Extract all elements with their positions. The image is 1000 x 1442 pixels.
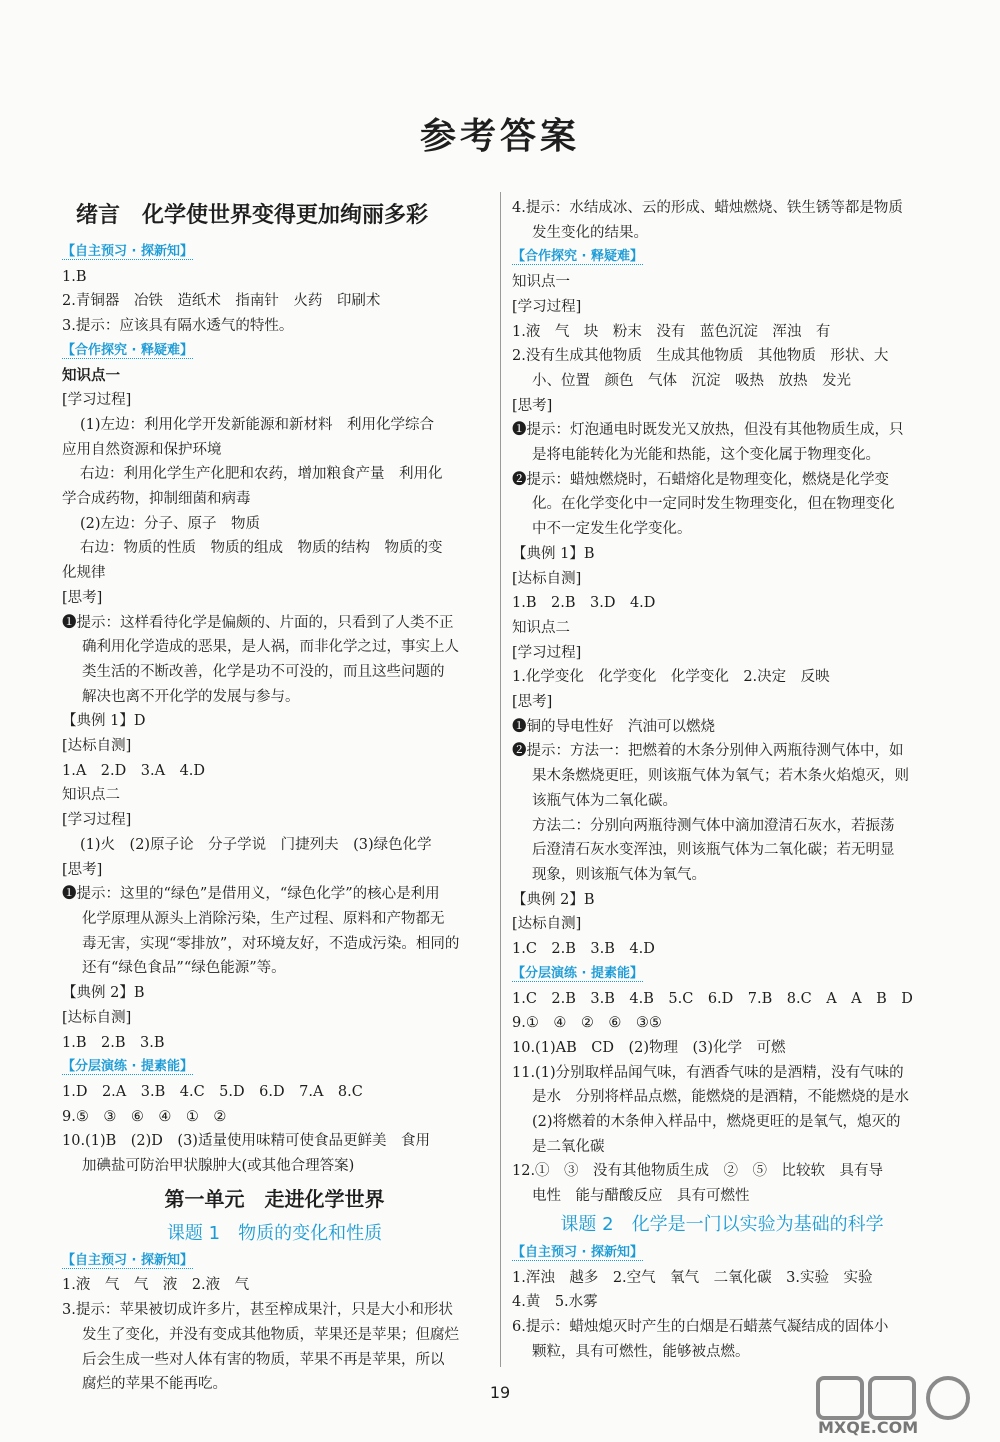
text-line: 2.没有生成其他物质 生成其他物质 其他物质 形状、大 <box>512 348 889 365</box>
text-line: 发生变化的结果。 <box>532 224 648 241</box>
text-line: 右边：物质的性质 物质的组成 物质的结构 物质的变 <box>80 540 443 557</box>
section-label <box>512 962 932 987</box>
unit-heading: 第一单元 走进化学世界 <box>164 1186 385 1211</box>
text-line: 后会生成一些对人体有害的物质，苹果不再是苹果，所以 <box>82 1351 445 1368</box>
text-line: ❷提示：蜡烛燃烧时，石蜡熔化是物理变化，燃烧是化学变 <box>512 471 889 488</box>
text-line: ❶提示：灯泡通电时既发光又放热，但没有其他物质生成，只 <box>512 422 904 439</box>
text-line: [思考] <box>62 861 103 878</box>
section-label-text: 【自主预习 · 探新知】 <box>512 1244 643 1260</box>
text-line: 3.提示：应该具有隔水透气的特性。 <box>62 318 294 335</box>
lesson-heading: 课题 2 化学是一门以实验为基础的科学 <box>560 1213 884 1235</box>
section-label <box>62 339 487 364</box>
text-line: 11.(1)分别取样品闻气味，有酒香气味的是酒精，没有气味的 <box>512 1064 904 1081</box>
text-line: 【典例 2】B <box>62 985 145 1002</box>
text-line: 知识点二 <box>62 787 120 804</box>
text-line: 右边：利用化学生产化肥和农药，增加粮食产量 利用化 <box>80 466 443 483</box>
text-line: 学合成药物，抑制细菌和病毒 <box>62 491 251 508</box>
text-line: 方法二：分别向两瓶待测气体中滴加澄清石灰水，若振荡 <box>532 817 895 834</box>
text-line: [学习过程] <box>512 644 582 661</box>
text-line: 果木条燃烧更旺，则该瓶气体为氧气；若木条火焰熄灭，则 <box>532 768 909 785</box>
text-line: 1.液 气 气 液 2.液 气 <box>62 1277 250 1294</box>
text-line: 小、位置 颜色 气体 沉淀 吸热 放热 发光 <box>532 372 851 389</box>
text-line: (2)将燃着的木条伸入样品中，燃烧更旺的是氧气，熄灭的 <box>532 1114 901 1131</box>
section-heading: 绪言 化学使世界变得更加绚丽多彩 <box>76 203 429 228</box>
page-number: 19 <box>489 1383 511 1402</box>
text-line: 1.C 2.B 3.B 4.D <box>512 941 655 958</box>
text-line: 1.D 2.A 3.B 4.C 5.D 6.D 7.A 8.C <box>62 1083 363 1100</box>
text-line: 1.B <box>62 268 87 285</box>
right-column <box>512 196 932 1364</box>
text-line: 是二氧化碳 <box>532 1138 605 1155</box>
text-line: 1.A 2.D 3.A 4.D <box>62 762 206 779</box>
text-line: 加碘盐可防治甲状腺肿大(或其他合理答案) <box>82 1158 355 1175</box>
text-line: 【典例 1】B <box>512 545 595 562</box>
text-line: 解决也离不开化学的发展与参与。 <box>82 688 300 705</box>
column-divider <box>500 192 501 1367</box>
text-line: 毒无害，实现“零排放”，对环境友好，不造成污染。相同的 <box>82 935 460 952</box>
lesson-heading: 课题 1 物质的变化和性质 <box>166 1222 383 1244</box>
text-line: 4.黄 5.水雾 <box>512 1294 598 1311</box>
text-line: 12.① ③ 没有其他物质生成 ② ⑤ 比较软 具有导 <box>512 1163 884 1180</box>
section-label-text: 【自主预习 · 探新知】 <box>62 244 193 259</box>
text-line: 知识点二 <box>512 619 570 636</box>
text-line: ❶提示：这样看待化学是偏颇的、片面的，只看到了人类不正 <box>62 614 454 631</box>
text-line: 腐烂的苹果不能再吃。 <box>82 1376 227 1393</box>
text-line: 知识点一 <box>512 274 570 291</box>
section-label <box>62 1249 487 1274</box>
text-line: [学习过程] <box>62 812 132 829</box>
text-line: 电性 能与醋酸反应 具有可燃性 <box>532 1188 750 1205</box>
text-line: ❷提示：方法一：把燃着的木条分别伸入两瓶待测气体中，如 <box>512 743 904 760</box>
text-line: 1.C 2.B 3.B 4.B 5.C 6.D 7.B 8.C A A B D <box>512 990 913 1007</box>
text-line: 1.浑浊 越多 2.空气 氧气 二氧化碳 3.实验 实验 <box>512 1269 873 1286</box>
text-line: 1.B 2.B 3.D 4.D <box>512 595 656 612</box>
text-line: 发生了变化，并没有变成其他物质，苹果还是苹果；但腐烂 <box>82 1326 459 1343</box>
section-label-text: 【合作探究 · 释疑难】 <box>512 249 643 265</box>
text-line: [思考] <box>512 694 553 711</box>
text-line: [达标自测] <box>512 570 582 587</box>
text-line: (1)火 (2)原子论 分子学说 门捷列夫 (3)绿色化学 <box>80 836 432 853</box>
text-line: 中不一定发生化学变化。 <box>532 521 692 538</box>
text-line: [学习过程] <box>512 298 582 315</box>
text-line: [达标自测] <box>62 1009 132 1026</box>
section-label-text: 【自主预习 · 探新知】 <box>62 1252 193 1268</box>
text-line: ❶铜的导电性好 汽油可以燃烧 <box>512 718 715 735</box>
section-label <box>62 240 487 265</box>
text-line: 化学原理从源头上消除污染，生产过程、原料和产物都无 <box>82 910 445 927</box>
text-line: 确利用化学造成的恶果，是人祸，而非化学之过，事实上人 <box>82 639 459 656</box>
section-label <box>512 245 932 270</box>
text-line: 颗粒，具有可燃性，能够被点燃。 <box>532 1343 750 1360</box>
text-line: 9.⑤ ③ ⑥ ④ ① ② <box>62 1108 227 1125</box>
text-line: 10.(1)B (2)D (3)适量使用味精可使食品更鲜美 食用 <box>62 1133 430 1150</box>
section-label-text: 【分层演练 · 提素能】 <box>512 965 643 981</box>
section-label <box>62 1055 487 1080</box>
text-line: (1)左边：利用化学开发新能源和新材料 利用化学综合 <box>80 416 435 433</box>
watermark-text: MXQE.COM <box>818 1418 919 1437</box>
text-line: [学习过程] <box>62 392 132 409</box>
text-line: [达标自测] <box>512 916 582 933</box>
text-line: 【典例 2】B <box>512 891 595 908</box>
section-label-text: 【分层演练 · 提素能】 <box>62 1059 193 1075</box>
text-line: 类生活的不断改善，化学是功不可没的，而且这些问题的 <box>82 663 445 680</box>
text-line: 1.化学变化 化学变化 化学变化 2.决定 反映 <box>512 669 830 686</box>
text-line: 9.① ④ ② ⑥ ③⑤ <box>512 1015 662 1032</box>
section-label <box>512 1241 932 1266</box>
left-column <box>62 196 487 1397</box>
text-line: 应用自然资源和保护环境 <box>62 441 222 458</box>
page-title: 参考答案 <box>419 116 580 157</box>
text-line: 该瓶气体为二氧化碳。 <box>532 792 677 809</box>
text-line: [思考] <box>62 589 103 606</box>
text-line: 【典例 1】D <box>62 713 146 730</box>
text-line: 6.提示：蜡烛熄灭时产生的白烟是石蜡蒸气凝结成的固体小 <box>512 1318 889 1335</box>
text-line: 知识点一 <box>62 366 120 384</box>
text-line: 还有“绿色食品”“绿色能源”等。 <box>82 960 286 977</box>
text-line: 3.提示：苹果被切成许多片，甚至榨成果汁，只是大小和形状 <box>62 1302 453 1319</box>
text-line: (2)左边：分子、原子 物质 <box>80 515 261 532</box>
text-line: 现象，则该瓶气体为氧气。 <box>532 866 706 883</box>
text-line: 1.液 气 块 粉末 没有 蓝色沉淀 浑浊 有 <box>512 323 831 340</box>
text-line: [思考] <box>512 397 553 414</box>
text-line: 4.提示：水结成冰、云的形成、蜡烛燃烧、铁生锈等都是物质 <box>512 200 903 216</box>
text-line: 化。在化学变化中一定同时发生物理变化，但在物理变化 <box>532 496 895 513</box>
text-line: ❶提示：这里的“绿色”是借用义，“绿色化学”的核心是利用 <box>62 886 440 903</box>
text-line: 1.B 2.B 3.B <box>62 1034 165 1051</box>
text-line: 10.(1)AB CD (2)物理 (3)化学 可燃 <box>512 1039 786 1056</box>
text-line: 后澄清石灰水变浑浊，则该瓶气体为二氧化碳；若无明显 <box>532 842 895 859</box>
text-line: 是将电能转化为光能和热能，这个变化属于物理变化。 <box>532 447 880 464</box>
text-line: 2.青铜器 冶铁 造纸术 指南针 火药 印刷术 <box>62 293 381 310</box>
section-label-text: 【合作探究 · 释疑难】 <box>62 342 193 358</box>
text-line: 是水 分别将样品点燃，能燃烧的是酒精，不能燃烧的是水 <box>532 1089 909 1106</box>
text-line: 化规律 <box>62 565 106 582</box>
text-line: [达标自测] <box>62 738 132 755</box>
